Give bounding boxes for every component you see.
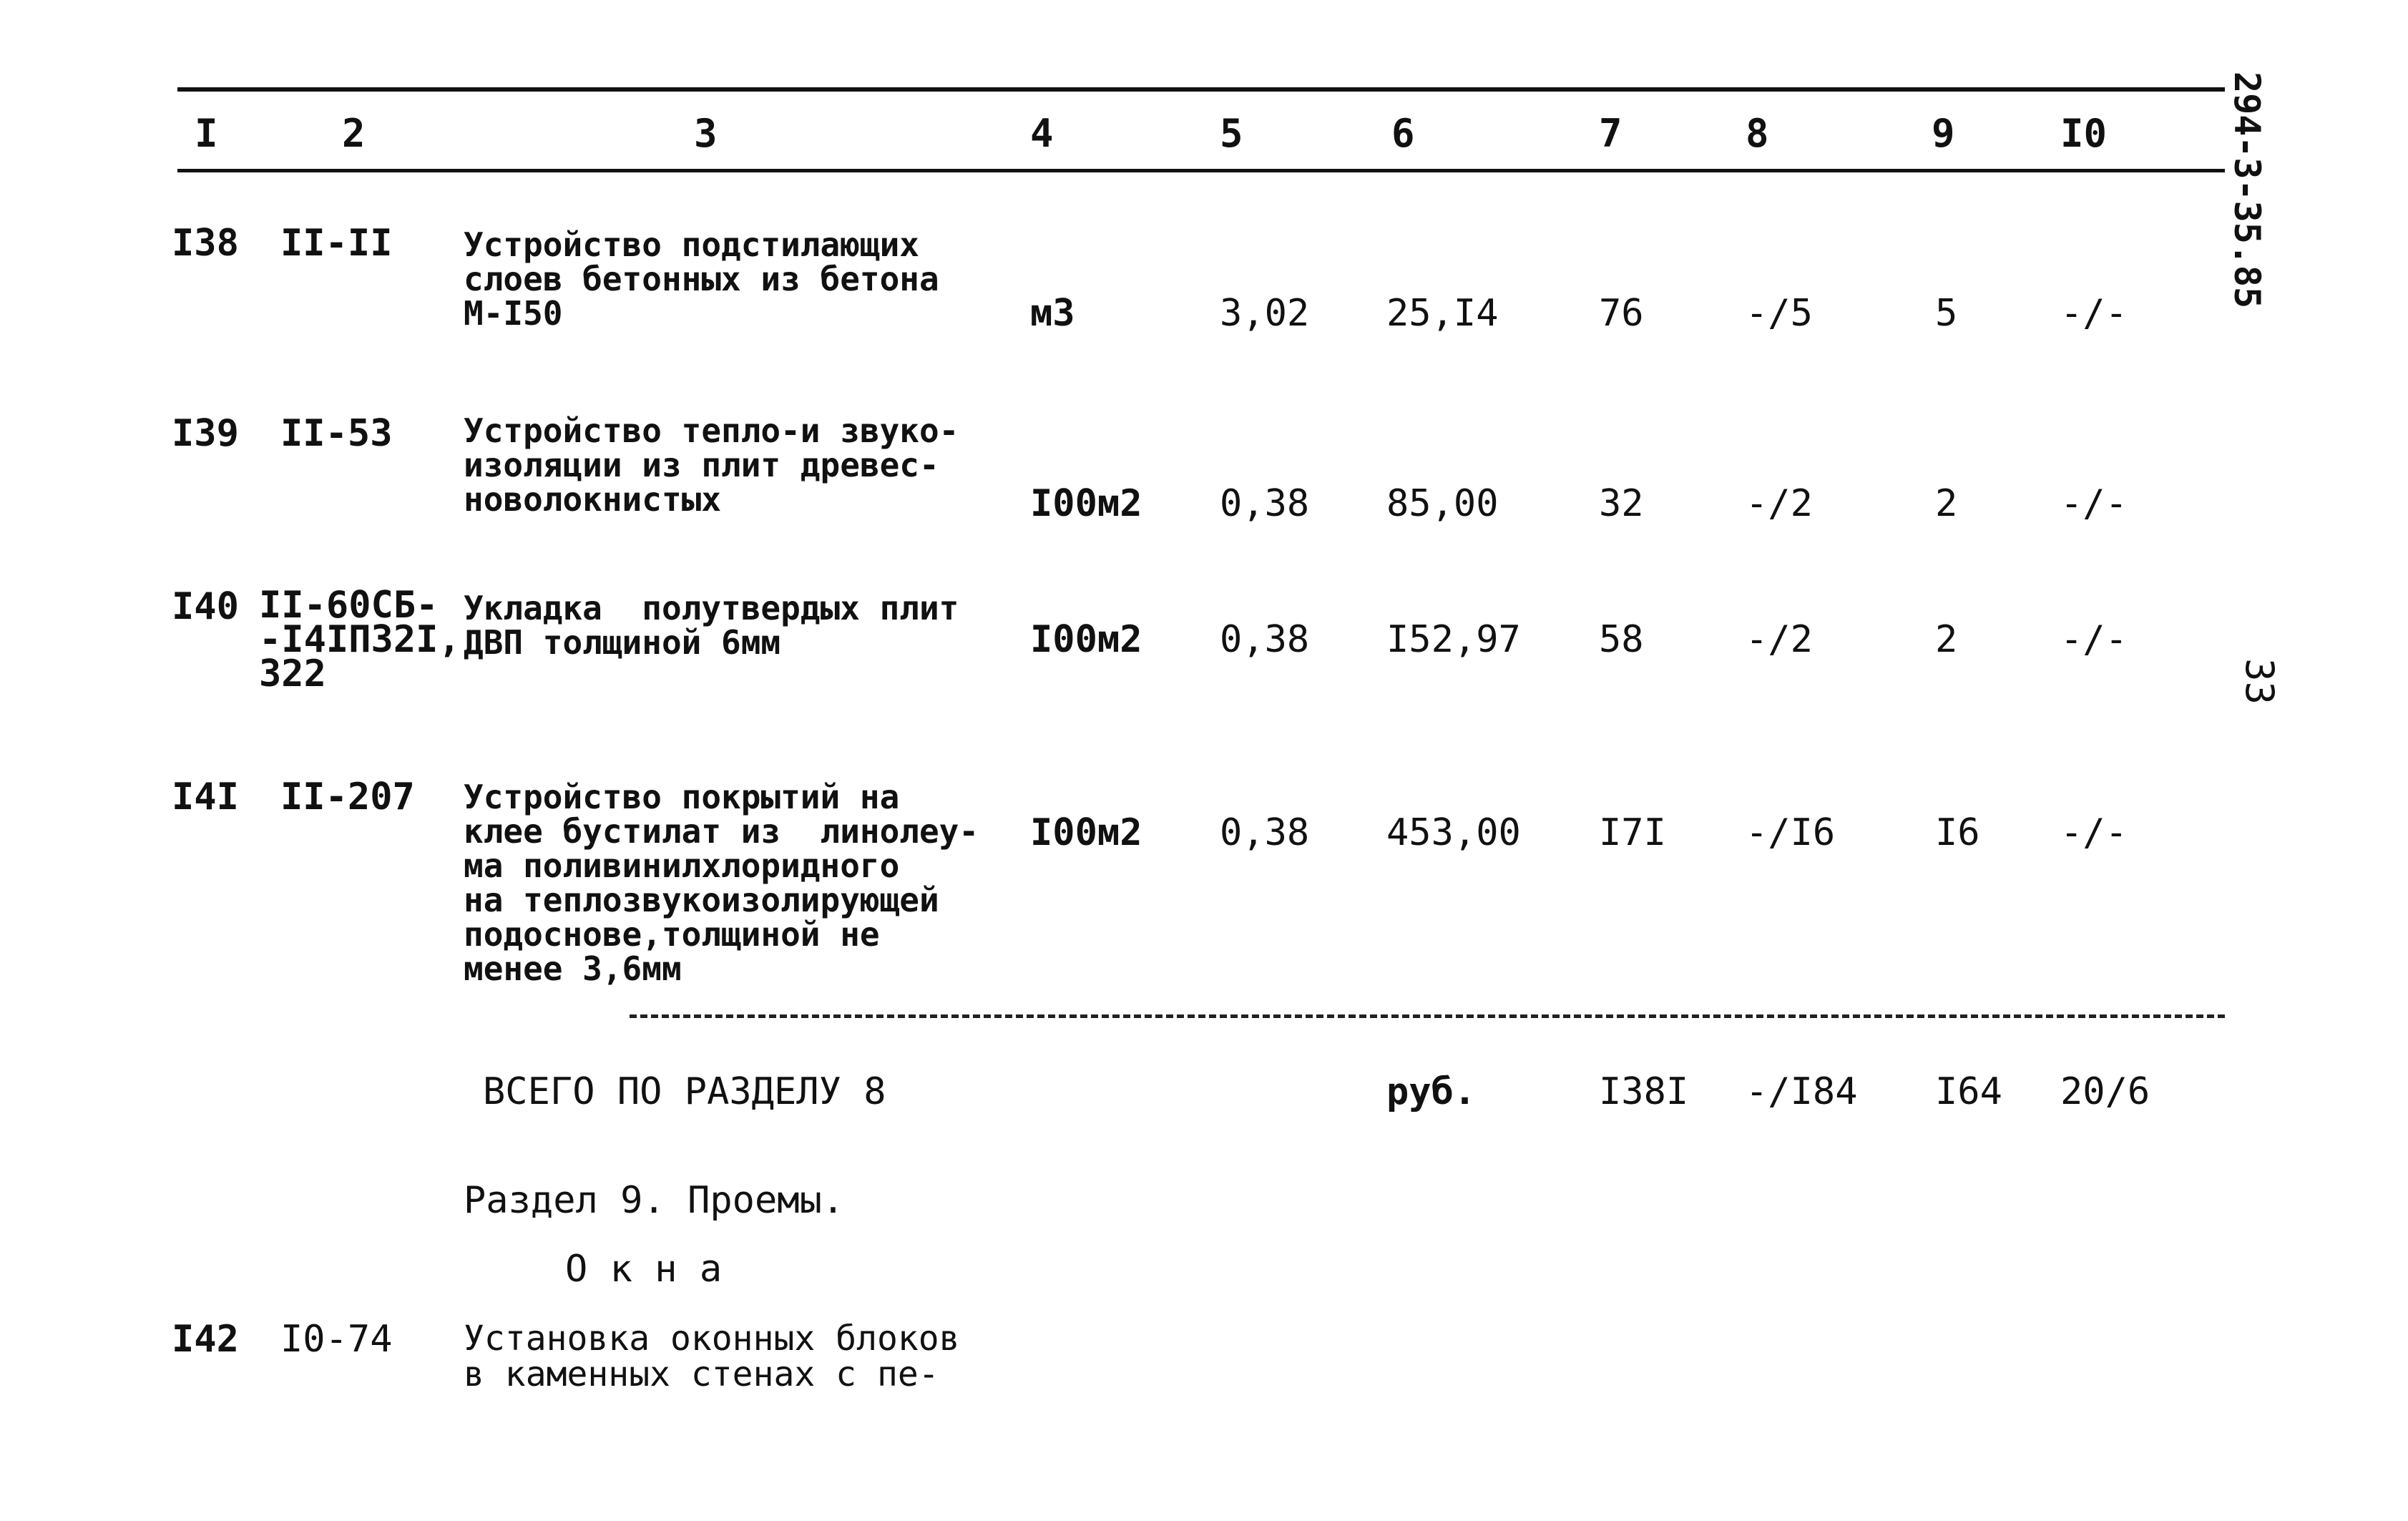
row-price: 453,00 [1386, 811, 1521, 854]
table-top-rule [177, 87, 2225, 92]
row-code: II-207 [280, 776, 415, 818]
row-unit: I00м2 [1030, 482, 1142, 525]
row-code: II-II [280, 222, 393, 265]
row-col10: -/- [2060, 292, 2128, 335]
summary-col8: -/I84 [1746, 1070, 1858, 1113]
col-header-7: 7 [1599, 111, 1623, 156]
summary-col9: I64 [1935, 1070, 2002, 1113]
row-col9: 2 [1935, 482, 1958, 525]
page-number: 33 [2237, 658, 2282, 705]
col-header-10: I0 [2060, 111, 2108, 156]
section-title: Раздел 9. Проемы. [464, 1179, 845, 1222]
summary-label: ВСЕГО ПО РАЗДЕЛУ 8 [483, 1070, 886, 1113]
total-separator-rule [630, 1014, 2225, 1018]
row-col9: 2 [1935, 618, 1958, 661]
col-header-8: 8 [1746, 111, 1769, 156]
summary-col10: 20/6 [2060, 1070, 2150, 1113]
row-description: Устройство покрытий на клее бустилат из линолеу- ма поливинилхлоридного на теплозвукоизолирующей подоснове,толщиной не менее 3,6мм [464, 778, 979, 988]
row-code: II-60СБ- -I4IП32I, 322 [259, 584, 461, 695]
row-col8: -/5 [1746, 292, 1813, 335]
row-price: 25,I4 [1386, 292, 1499, 335]
row-description: Установка оконных блоков в каменных стенах с пе- [464, 1319, 960, 1394]
col-header-9: 9 [1932, 111, 1955, 156]
row-number: I39 [172, 412, 239, 455]
col-header-3: 3 [694, 111, 718, 156]
col-header-1: I [195, 111, 218, 156]
row-col10: -/- [2060, 482, 2128, 525]
row-code: I0-74 [280, 1318, 393, 1361]
table-header-rule [177, 169, 2225, 172]
summary-total: I38I [1599, 1070, 1689, 1113]
row-col8: -/I6 [1746, 811, 1836, 854]
row-total: 76 [1599, 292, 1644, 335]
row-number: I42 [172, 1318, 239, 1361]
col-header-2: 2 [342, 111, 366, 156]
summary-unit: руб. [1386, 1070, 1477, 1113]
col-header-6: 6 [1391, 111, 1415, 156]
row-total: 58 [1599, 618, 1644, 661]
row-col8: -/2 [1746, 482, 1813, 525]
row-price: I52,97 [1386, 618, 1521, 661]
row-unit: I00м2 [1030, 618, 1142, 661]
row-unit: м3 [1030, 292, 1075, 335]
row-description: Устройство подстилающих слоев бетонных из бетона М-I50 [464, 225, 939, 333]
row-total: 32 [1599, 482, 1644, 525]
row-number: I40 [172, 585, 239, 628]
row-description: Устройство тепло-и звуко- изоляции из плит древес- новолокнистых [464, 411, 959, 519]
row-col8: -/2 [1746, 618, 1813, 661]
row-code: II-53 [280, 412, 393, 455]
row-number: I4I [172, 776, 239, 818]
row-price: 85,00 [1386, 482, 1499, 525]
row-quantity: 0,38 [1220, 618, 1310, 661]
row-quantity: 0,38 [1220, 811, 1310, 854]
col-header-5: 5 [1220, 111, 1243, 156]
row-unit: I00м2 [1030, 811, 1142, 854]
row-total: I7I [1599, 811, 1666, 854]
row-col9: 5 [1935, 292, 1958, 335]
row-description: Укладка полутвердых плит ДВП толщиной 6мм [464, 589, 959, 662]
section-subtitle: О к н а [565, 1248, 723, 1291]
row-number: I38 [172, 222, 239, 265]
col-header-4: 4 [1030, 111, 1054, 156]
row-quantity: 0,38 [1220, 482, 1310, 525]
row-col10: -/- [2060, 811, 2128, 854]
row-col9: I6 [1935, 811, 1980, 854]
row-quantity: 3,02 [1220, 292, 1310, 335]
row-col10: -/- [2060, 618, 2128, 661]
document-code: 294-3-35.85 [2226, 72, 2268, 309]
